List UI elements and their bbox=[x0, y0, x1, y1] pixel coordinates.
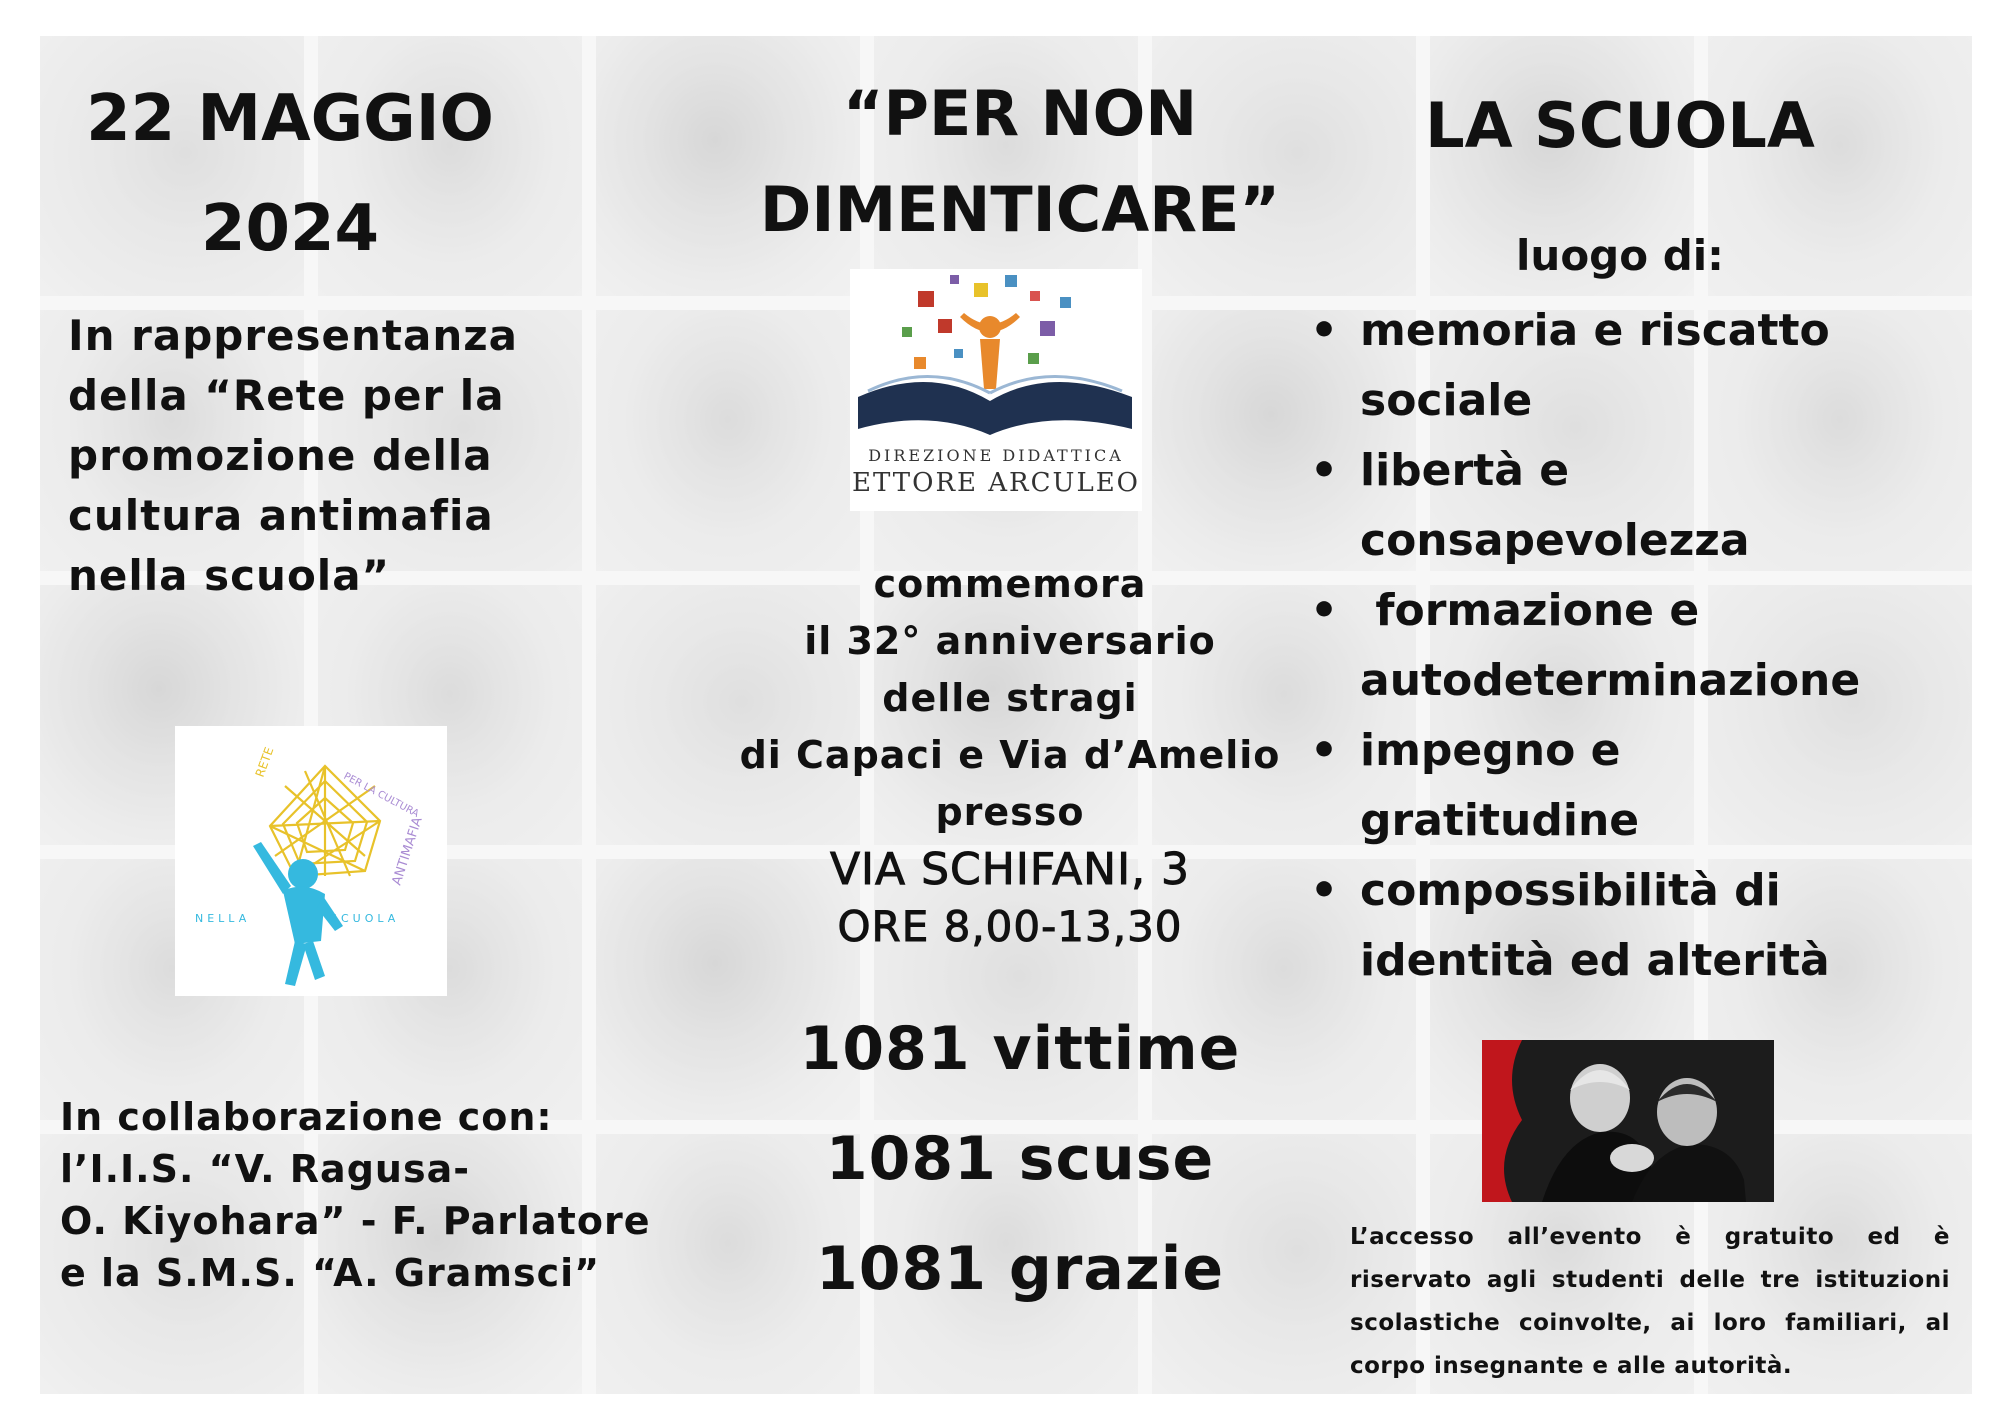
representation-line: cultura antimafia bbox=[68, 491, 494, 540]
victims-counts bbox=[740, 994, 1300, 1324]
list-item: • formazione e autodeterminazione bbox=[1310, 576, 1950, 716]
rete-logo-text-scuola: SCUOLA bbox=[330, 912, 400, 925]
access-note: L’accesso all’evento è gratuito ed è riservato agli studenti delle tre istituzioni scolastiche coinvolte, ai loro familiari, al corpo insegnante e alle autorità. bbox=[1350, 1224, 1950, 1379]
reaching-figure-icon bbox=[960, 313, 1020, 389]
commemoration-line: delle stragi bbox=[882, 676, 1138, 720]
victims-line: 1081 vittime bbox=[799, 1014, 1241, 1084]
poster-background bbox=[40, 36, 1972, 1394]
event-hours: ORE 8,00-13,30 bbox=[837, 902, 1183, 951]
rete-logo-text-top: PER LA CULTURA bbox=[341, 770, 421, 820]
rete-logo-text-nella: NELLA bbox=[195, 912, 251, 925]
rete-logo-text-antimafia: ANTIMAFIA bbox=[389, 815, 426, 888]
title-line: DIMENTICARE” bbox=[759, 173, 1281, 246]
commemoration-line: presso bbox=[935, 790, 1085, 834]
collaboration-line: l’I.I.S. “V. Ragusa- bbox=[60, 1147, 470, 1191]
commemoration-line: commemora bbox=[873, 562, 1147, 606]
collaboration-line: e la S.M.S. “A. Gramsci” bbox=[60, 1251, 601, 1295]
title-line: “PER NON bbox=[842, 77, 1198, 150]
school-logo-line1: DIREZIONE DIDATTICA bbox=[868, 446, 1124, 465]
representation-line: promozione della bbox=[68, 431, 493, 480]
list-item: • impegno e gratitudine bbox=[1310, 716, 1950, 856]
commemoration-text bbox=[700, 556, 1320, 955]
date-day-month: 22 MAGGIO bbox=[86, 82, 494, 156]
apologies-line: 1081 scuse bbox=[825, 1124, 1215, 1194]
commemoration-line: il 32° anniversario bbox=[804, 619, 1216, 663]
event-address: VIA SCHIFANI, 3 bbox=[829, 844, 1191, 895]
rete-logo-text-rete: RETE bbox=[252, 745, 277, 780]
collaboration-line: In collaborazione con: bbox=[60, 1095, 553, 1139]
thanks-line: 1081 grazie bbox=[815, 1234, 1225, 1304]
date-year: 2024 bbox=[200, 192, 380, 266]
event-date bbox=[80, 64, 500, 284]
commemoration-line: di Capaci e Via d’Amelio bbox=[739, 733, 1281, 777]
representation-line: In rappresentanza bbox=[68, 311, 519, 360]
falcone-borsellino-photo bbox=[1482, 1040, 1774, 1202]
school-subheading: luogo di: bbox=[1516, 231, 1724, 280]
list-item: • libertà e consapevolezza bbox=[1310, 436, 1950, 576]
representation-line: della “Rete per la bbox=[68, 371, 505, 420]
direzione-didattica-logo bbox=[850, 269, 1142, 511]
representation-text bbox=[68, 306, 628, 606]
collaboration-text bbox=[60, 1091, 680, 1299]
event-title bbox=[740, 66, 1300, 258]
school-logo-line2: ETTORE ARCULEO bbox=[852, 468, 1140, 498]
school-values-list bbox=[1310, 296, 1950, 996]
rete-antimafia-logo bbox=[175, 726, 447, 996]
list-item: • compossibilità di identità ed alterità bbox=[1310, 856, 1950, 996]
representation-line: nella scuola” bbox=[68, 551, 391, 600]
collaboration-line: O. Kiyohara” - F. Parlatore bbox=[60, 1199, 651, 1243]
school-heading: LA SCUOLA bbox=[1425, 89, 1815, 162]
list-item: • memoria e riscatto sociale bbox=[1310, 296, 1950, 436]
